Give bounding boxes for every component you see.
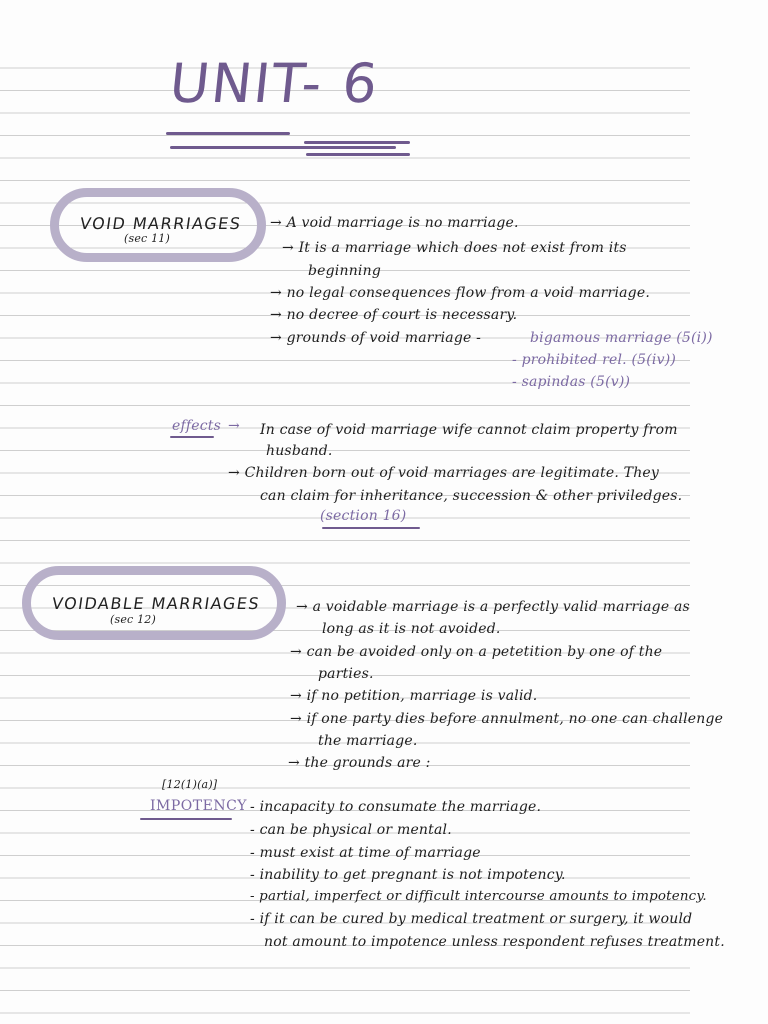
impotency-line: not amount to impotence unless respondent refuses treatment. (264, 934, 725, 950)
void-ground: - sapindas (5(v)) (512, 374, 631, 390)
effects-line: husband. (266, 443, 333, 459)
effects-label: effects (172, 418, 221, 434)
void-heading: VOID MARRIAGES (78, 214, 243, 233)
voidable-point: long as it is not avoided. (322, 621, 501, 637)
title-underline (166, 132, 290, 135)
impotency-line: - can be physical or mental. (250, 822, 452, 838)
void-point: → grounds of void marriage - (270, 330, 482, 346)
impotency-line: - if it can be cured by medical treatment or surgery, it would (250, 911, 693, 927)
section-ref: (section 16) (320, 508, 407, 524)
void-section-ref: (sec 11) (124, 232, 170, 245)
voidable-point: → the grounds are : (288, 755, 431, 771)
void-point: → no legal consequences flow from a void marriage. (270, 285, 650, 301)
void-ground: bigamous marriage (5(i)) (530, 330, 713, 346)
impotency-underline (140, 818, 232, 820)
section-underline (322, 527, 420, 529)
page-title: UNIT- 6 (166, 52, 383, 115)
impotency-line: - must exist at time of marriage (250, 845, 481, 861)
voidable-point: the marriage. (318, 733, 418, 749)
voidable-point: → if one party dies before annulment, no one can challenge (290, 711, 724, 727)
effects-arrow: → (228, 418, 240, 434)
effects-line: → Children born out of void marriages are legitimate. They (228, 465, 660, 481)
voidable-point: parties. (318, 666, 374, 682)
voidable-heading: VOIDABLE MARRIAGES (50, 594, 262, 613)
effects-underline (170, 436, 214, 438)
void-point: → A void marriage is no marriage. (270, 215, 519, 231)
impotency-line: - inability to get pregnant is not impotency. (250, 867, 566, 883)
impotency-line: - incapacity to consumate the marriage. (250, 799, 542, 815)
void-point: → no decree of court is necessary. (270, 307, 518, 323)
title-underline (306, 153, 410, 156)
effects-line: can claim for inheritance, succession & other priviledges. (260, 488, 683, 504)
voidable-point: → if no petition, marriage is valid. (290, 688, 538, 704)
voidable-point: → a voidable marriage is a perfectly valid marriage as (296, 599, 690, 615)
void-point: → It is a marriage which does not exist from its (282, 240, 627, 256)
effects-line: In case of void marriage wife cannot claim property from (260, 422, 678, 438)
voidable-point: → can be avoided only on a petetition by one of the (290, 644, 663, 660)
title-underline (304, 141, 410, 144)
title-underline (170, 146, 396, 149)
impotency-label: IMPOTENCY (150, 798, 248, 814)
voidable-section-ref: (sec 12) (110, 613, 156, 626)
impotency-ref: [12(1)(a)] (162, 778, 218, 791)
void-point: beginning (308, 263, 381, 279)
impotency-line: - partial, imperfect or difficult intercourse amounts to impotency. (250, 889, 707, 904)
void-ground: - prohibited rel. (5(iv)) (512, 352, 677, 368)
